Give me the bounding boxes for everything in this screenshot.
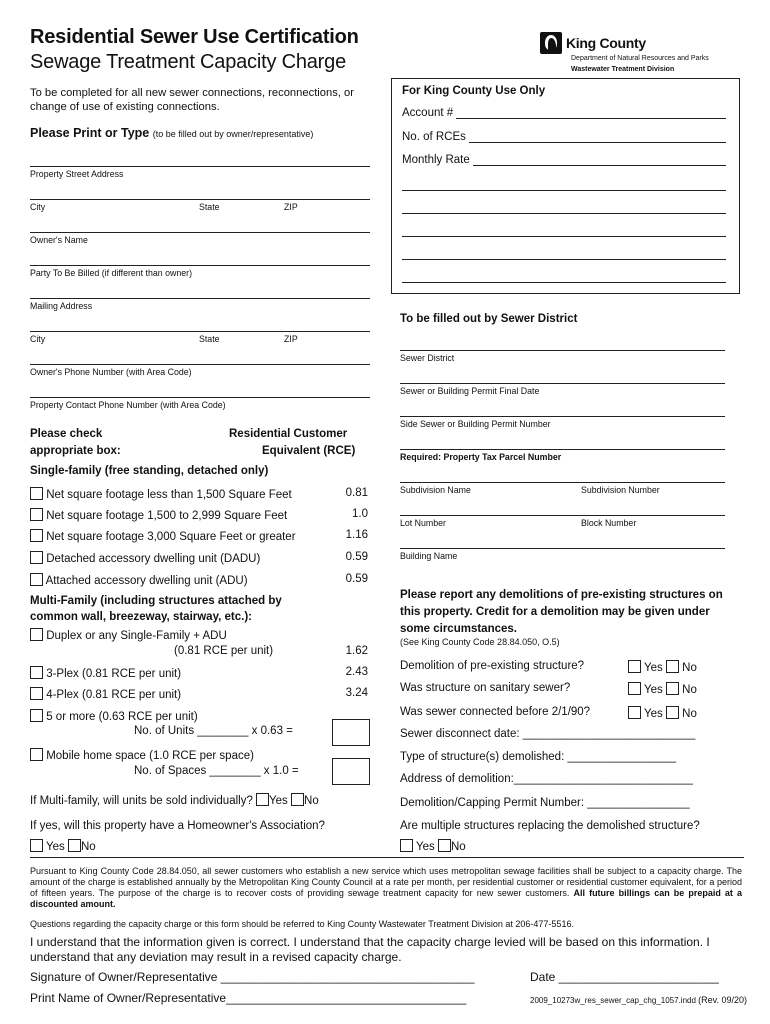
footer-divider [30, 857, 744, 858]
rce-value: 0.59 [345, 551, 368, 563]
rce-value: 3.24 [345, 687, 368, 699]
demolition-intro: Please report any demolitions of pre-existing structures on this property. Credit for a demolition may be given under some circumstances. [400, 589, 723, 635]
checkbox[interactable] [30, 666, 43, 679]
hoa-options [30, 839, 96, 853]
lot-block-field[interactable] [400, 515, 725, 516]
rce-value: 1.16 [345, 529, 368, 541]
multiple-structures-question: Are multiple structures replacing the demolished structure? [400, 820, 700, 832]
single-family-heading: Single-family (free standing, detached only) [30, 465, 269, 477]
lot-number-label: Lot Number [400, 518, 446, 528]
multiple-structures-options [400, 839, 466, 853]
building-name-field[interactable] [400, 548, 725, 549]
multiple-yes-checkbox[interactable] [400, 839, 413, 852]
mf-option-duplex[interactable] [30, 628, 227, 642]
demolition-q3-options [628, 706, 697, 720]
subdivision-number-label: Subdivision Number [581, 485, 660, 495]
district-title: To be filled out by Sewer District [400, 313, 578, 325]
owner-phone-field[interactable] [30, 364, 370, 365]
rces-label: No. of RCEs [402, 131, 466, 143]
spaces-rce-input[interactable] [332, 758, 370, 785]
city-label: City [30, 202, 46, 212]
no-label: No [304, 795, 319, 807]
building-name-label: Building Name [400, 551, 458, 561]
box-blank-line[interactable] [402, 259, 726, 260]
demolition-address-field[interactable]: Address of demolition:____________________________ [400, 773, 693, 785]
rce-value: 0.81 [345, 487, 368, 499]
sold-yes-checkbox[interactable] [256, 793, 269, 806]
owner-name-label: Owner's Name [30, 235, 88, 245]
demolition-q2-options [628, 682, 697, 696]
checkbox[interactable] [30, 573, 43, 586]
sold-individually-question [30, 793, 319, 807]
yes-label: Yes [269, 795, 288, 807]
checkbox[interactable] [30, 529, 43, 542]
option-label: Net square footage less than 1,500 Square Feet [46, 489, 292, 501]
no-label: No [80, 841, 96, 853]
multi-family-heading-1: Multi-Family (including structures attached by [30, 595, 282, 607]
logo-text: King County [566, 35, 646, 51]
box-blank-line[interactable] [402, 190, 726, 191]
signature-field[interactable]: Signature of Owner/Representative ______________________________________ [30, 970, 475, 984]
mailing-address-label: Mailing Address [30, 301, 93, 311]
county-use-box [391, 78, 740, 294]
owner-name-field[interactable] [30, 232, 370, 233]
rce-value: 1.62 [345, 645, 368, 657]
box-blank-line[interactable] [402, 213, 726, 214]
permit-final-date-label: Sewer or Building Permit Final Date [400, 386, 540, 396]
sewer-district-label: Sewer District [400, 353, 455, 363]
mailing-city-label: City [30, 334, 46, 344]
checkbox[interactable] [30, 709, 43, 722]
mf-option-mobile-home[interactable] [30, 748, 254, 762]
no-label: No [682, 708, 697, 720]
form-title: Residential Sewer Use Certification [30, 26, 359, 48]
paragraph-main: Pursuant to King County Code 28.84.050, all sewer customers who establish a new service which uses metropolitan sewage facilities shall be subject to a capacity charge. The amount of the charge is established annually by the Metropolitan King County Council at a rate per month, per residential customer or residential customer equivalent, for a period of fifteen years. The purpose of the charge is to recover costs of providing sewage treatment capacity for new sewer customers. [30, 866, 742, 898]
account-field[interactable] [456, 109, 726, 119]
check-heading-1: Please check [30, 428, 103, 440]
yes-label: Yes [416, 841, 435, 853]
checkbox[interactable] [30, 628, 43, 641]
demolition-q1-options [628, 660, 697, 674]
multi-family-heading-2: common wall, breezeway, stairway, etc.): [30, 611, 252, 623]
units-calculation: No. of Units ________ x 0.63 = [134, 725, 293, 737]
party-billed-label: Party To Be Billed (if different than owner) [30, 268, 193, 278]
zip-label: ZIP [284, 202, 298, 212]
checkbox[interactable] [30, 551, 43, 564]
sold-no-checkbox[interactable] [291, 793, 304, 806]
print-label: Please Print or Type [30, 126, 150, 140]
no-label: No [682, 662, 697, 674]
demolition-q3: Was sewer connected before 2/1/90? [400, 706, 591, 718]
checkbox[interactable] [30, 687, 43, 700]
sf-option-1500-2999[interactable] [30, 508, 287, 522]
check-heading-2: appropriate box: [30, 445, 121, 457]
rate-label: Monthly Rate [402, 154, 470, 166]
contact-phone-label: Property Contact Phone Number (with Area Code) [30, 400, 226, 410]
hoa-yes-checkbox[interactable] [30, 839, 43, 852]
q1-yes-checkbox[interactable] [628, 660, 641, 673]
mailing-city-state-zip-field[interactable] [30, 331, 370, 332]
units-rce-input[interactable] [332, 719, 370, 746]
account-label: Account # [402, 107, 454, 119]
print-instruction [30, 126, 313, 140]
demolition-q2: Was structure on sanitary sewer? [400, 682, 571, 694]
option-label: Net square footage 1,500 to 2,999 Square Feet [46, 510, 288, 522]
parcel-number-field[interactable] [400, 449, 725, 450]
street-address-label: Property Street Address [30, 169, 124, 179]
option-label: 3-Plex (0.81 RCE per unit) [46, 668, 182, 680]
option-label: 4-Plex (0.81 RCE per unit) [46, 689, 182, 701]
king-county-logo [540, 32, 646, 54]
box-blank-line[interactable] [402, 236, 726, 237]
structure-type-field[interactable]: Type of structure(s) demolished: _________________ [400, 751, 677, 763]
q2-no-checkbox[interactable] [666, 682, 679, 695]
q3-no-checkbox[interactable] [666, 706, 679, 719]
demolition-q1: Demolition of pre-existing structure? [400, 660, 585, 672]
rce-value: 2.43 [345, 666, 368, 678]
side-sewer-permit-label: Side Sewer or Building Permit Number [400, 419, 551, 429]
option-label: Net square footage 3,000 Square Feet or greater [46, 531, 296, 543]
sf-option-adu[interactable] [30, 573, 248, 587]
hoa-no-checkbox[interactable] [68, 839, 81, 852]
party-billed-field[interactable] [30, 265, 370, 266]
yes-label: Yes [644, 708, 663, 720]
county-box-title: For King County Use Only [402, 85, 546, 97]
yes-label: Yes [46, 841, 65, 853]
rate-field[interactable] [473, 156, 726, 166]
print-name-field[interactable]: Print Name of Owner/Representative____________________________________ [30, 991, 467, 1005]
owner-phone-label: Owner's Phone Number (with Area Code) [30, 367, 192, 377]
account-row [402, 107, 726, 119]
question-text: If Multi-family, will units be sold individually? [30, 795, 253, 807]
capping-permit-field[interactable]: Demolition/Capping Permit Number: ________________ [400, 797, 690, 809]
option-label: Attached accessory dwelling unit (ADU) [45, 575, 248, 587]
intro-text: To be completed for all new sewer connections, reconnections, or change of use of existing connections. [30, 87, 354, 113]
subdivision-field[interactable] [400, 482, 725, 483]
parcel-number-label: Required: Property Tax Parcel Number [400, 452, 562, 462]
yes-label: Yes [644, 684, 663, 696]
division-name: Wastewater Treatment Division [571, 66, 675, 73]
subdivision-name-label: Subdivision Name [400, 485, 471, 495]
mf-option-5-plus[interactable] [30, 709, 198, 723]
file-name: 2009_10273w_res_sewer_cap_chg_1057.indd [530, 996, 696, 1005]
checkbox[interactable] [30, 487, 43, 500]
checkbox[interactable] [30, 508, 43, 521]
paragraph-prepaid: All future billings can be prepaid at a discounted amount. [30, 888, 742, 909]
rces-row [402, 131, 726, 143]
sf-option-3000-plus[interactable] [30, 529, 296, 543]
certification-statement: I understand that the information given is correct. I understand that the capacity charge levied will be based on this information. I understand that any deviation may result in a revised capacity charge. [30, 935, 710, 964]
no-label: No [450, 841, 466, 853]
duplex-sub-label: (0.81 RCE per unit) [174, 645, 274, 657]
rces-field[interactable] [469, 133, 726, 143]
state-label: State [199, 202, 220, 212]
mailing-address-field[interactable] [30, 298, 370, 299]
block-number-label: Block Number [581, 518, 637, 528]
option-label: 5 or more (0.63 RCE per unit) [46, 711, 198, 723]
option-label: Duplex or any Single-Family + ADU [46, 630, 227, 642]
demolition-code-ref: (See King County Code 28.84.050, O.5) [400, 637, 560, 647]
capacity-charge-paragraph [30, 866, 742, 910]
mailing-zip-label: ZIP [284, 334, 298, 344]
city-state-zip-field[interactable] [30, 199, 370, 200]
q1-no-checkbox[interactable] [666, 660, 679, 673]
checkbox[interactable] [30, 748, 43, 761]
option-label: Mobile home space (1.0 RCE per space) [46, 750, 254, 762]
questions-contact: Questions regarding the capacity charge or this form should be referred to King County Wastewater Treatment Division at 206-477-5516. [30, 919, 574, 929]
rce-heading-2: Equivalent (RCE) [262, 445, 356, 457]
mf-option-4plex[interactable] [30, 687, 181, 701]
rce-value: 1.0 [352, 508, 368, 520]
date-field[interactable]: Date ________________________ [530, 970, 719, 984]
contact-phone-field[interactable] [30, 397, 370, 398]
q3-yes-checkbox[interactable] [628, 706, 641, 719]
form-subtitle: Sewage Treatment Capacity Charge [30, 51, 346, 73]
rce-heading-1: Residential Customer [229, 428, 348, 440]
yes-label: Yes [644, 662, 663, 674]
street-address-field[interactable] [30, 166, 370, 167]
sf-option-under-1500[interactable] [30, 487, 292, 501]
disconnect-date-field[interactable]: Sewer disconnect date: ___________________________ [400, 728, 696, 740]
mailing-state-label: State [199, 334, 220, 344]
king-county-crown-icon [540, 32, 562, 54]
side-sewer-permit-field[interactable] [400, 416, 725, 417]
hoa-question: If yes, will this property have a Homeowner's Association? [30, 820, 325, 832]
revision-date: (Rev. 09/20) [698, 995, 748, 1005]
option-label: Detached accessory dwelling unit (DADU) [46, 553, 261, 565]
mf-option-3plex[interactable] [30, 666, 181, 680]
sf-option-dadu[interactable] [30, 551, 260, 565]
print-note: (to be filled out by owner/representative) [152, 129, 314, 139]
spaces-calculation: No. of Spaces ________ x 1.0 = [134, 765, 299, 777]
file-revision [530, 995, 747, 1005]
q2-yes-checkbox[interactable] [628, 682, 641, 695]
multiple-no-checkbox[interactable] [438, 839, 451, 852]
permit-final-date-field[interactable] [400, 383, 725, 384]
department-name: Department of Natural Resources and Parks [571, 55, 709, 62]
sewer-district-field[interactable] [400, 350, 725, 351]
rce-value: 0.59 [345, 573, 368, 585]
rate-row [402, 154, 726, 166]
no-label: No [682, 684, 697, 696]
box-blank-line[interactable] [402, 282, 726, 283]
